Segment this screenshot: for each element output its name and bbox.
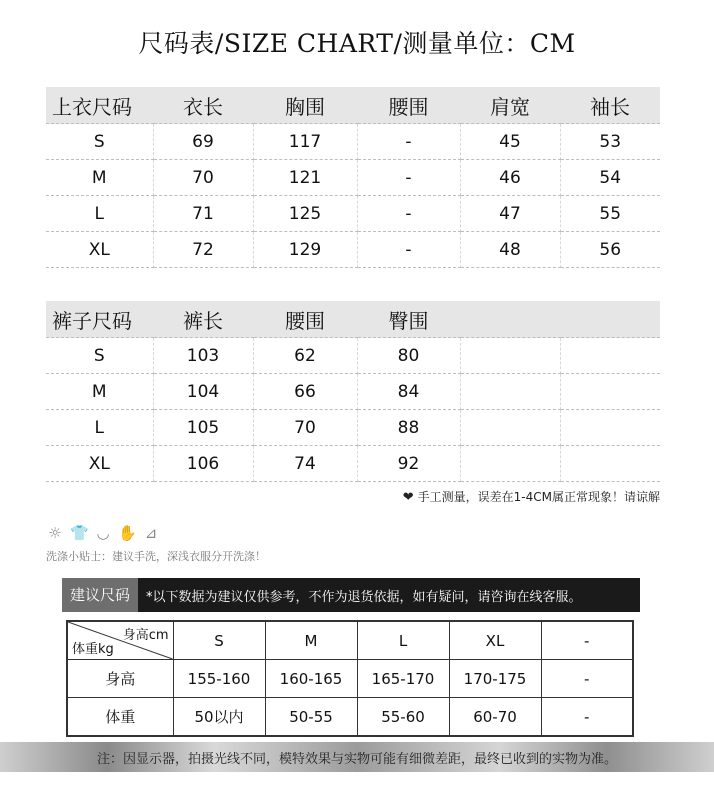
recommend-table <box>66 620 634 737</box>
table-cell: 74 <box>253 446 357 482</box>
table-cell: 121 <box>253 160 357 196</box>
table-cell: 155-160 <box>173 660 265 698</box>
table-cell <box>560 374 660 410</box>
header-cell: 腰围 <box>357 87 460 124</box>
hand-wash-icon: ✋ <box>118 524 137 542</box>
table-header-row <box>46 301 660 338</box>
heart-icon: ❤ <box>402 490 414 505</box>
table-cell: - <box>357 232 460 268</box>
table-cell: 55 <box>560 196 660 232</box>
header-cell: 肩宽 <box>460 87 560 124</box>
table-cell: M <box>46 160 153 196</box>
recommend-desc: *以下数据为建议仅供参考，不作为退货依据，如有疑问，请咨询在线客服。 <box>146 589 582 605</box>
table-cell: - <box>357 124 460 160</box>
size-header: S <box>173 621 265 660</box>
header-cell: 胸围 <box>253 87 357 124</box>
table-cell <box>560 338 660 374</box>
table-cell: 69 <box>153 124 253 160</box>
table-cell: - <box>541 660 633 698</box>
care-tips: 洗涤小贴士：建议手洗，深浅衣服分开洗涤！ <box>46 550 266 563</box>
table-cell: M <box>46 374 153 410</box>
table-cell: 105 <box>153 410 253 446</box>
header-cell: 腰围 <box>253 301 357 338</box>
table-cell: 92 <box>357 446 460 482</box>
table-cell <box>460 374 560 410</box>
table-row <box>46 196 660 232</box>
table-header-row <box>46 87 660 124</box>
table-row <box>46 160 660 196</box>
table-cell: - <box>541 698 633 737</box>
top-size-table <box>46 87 660 268</box>
shirt-icon: 👕 <box>70 524 89 542</box>
header-cell <box>460 301 560 338</box>
header-cell: 上衣尺码 <box>46 87 153 124</box>
table-cell: 46 <box>460 160 560 196</box>
table-cell: 125 <box>253 196 357 232</box>
table-cell: 104 <box>153 374 253 410</box>
table-header-row <box>67 621 633 660</box>
wash-30-icon: ◡ <box>96 524 110 542</box>
table-cell: 117 <box>253 124 357 160</box>
table-cell: 106 <box>153 446 253 482</box>
size-header: M <box>265 621 357 660</box>
table-cell: S <box>46 124 153 160</box>
table-row <box>46 374 660 410</box>
table-cell: 60-70 <box>449 698 541 737</box>
header-cell: 衣长 <box>153 87 253 124</box>
table-cell: 47 <box>460 196 560 232</box>
size-header: - <box>541 621 633 660</box>
header-cell: 臀围 <box>357 301 460 338</box>
table-row <box>46 338 660 374</box>
table-cell <box>560 410 660 446</box>
care-icons <box>46 522 160 544</box>
table-cell: 70 <box>253 410 357 446</box>
header-cell: 袖长 <box>560 87 660 124</box>
header-cell <box>560 301 660 338</box>
table-cell: 54 <box>560 160 660 196</box>
table-cell: L <box>46 196 153 232</box>
footer-disclaimer: 注：因显示器，拍摄光线不同，模特效果与实物可能有细微差距，最终已收到的实物为准。 <box>96 752 617 767</box>
table-cell: - <box>357 160 460 196</box>
table-cell <box>460 446 560 482</box>
table-cell: 56 <box>560 232 660 268</box>
table-cell: 53 <box>560 124 660 160</box>
table-cell: 129 <box>253 232 357 268</box>
table-cell: 71 <box>153 196 253 232</box>
footer-banner <box>0 742 714 772</box>
table-cell: XL <box>46 232 153 268</box>
table-cell: 88 <box>357 410 460 446</box>
pants-size-table <box>46 301 660 482</box>
table-cell: 50以内 <box>173 698 265 737</box>
header-height-label: 身高cm <box>122 628 169 643</box>
table-row <box>46 124 660 160</box>
table-row <box>46 410 660 446</box>
page-title: 尺码表/SIZE CHART/测量单位：CM <box>138 29 576 58</box>
sun-icon: ☼ <box>48 524 62 542</box>
table-cell: XL <box>46 446 153 482</box>
table-cell: 165-170 <box>357 660 449 698</box>
diagonal-header-cell <box>67 621 173 660</box>
size-header: XL <box>449 621 541 660</box>
row-label: 体重 <box>67 698 173 737</box>
table-cell: - <box>357 196 460 232</box>
table-cell <box>560 446 660 482</box>
table-cell <box>460 338 560 374</box>
table-cell: 45 <box>460 124 560 160</box>
header-cell: 裤子尺码 <box>46 301 153 338</box>
header-cell: 裤长 <box>153 301 253 338</box>
note-text: 手工测量，误差在1-4CM属正常现象！请谅解 <box>417 490 660 504</box>
recommend-tag: 建议尺码 <box>62 578 138 612</box>
table-cell: 80 <box>357 338 460 374</box>
table-row <box>46 446 660 482</box>
table-cell: L <box>46 410 153 446</box>
size-header: L <box>357 621 449 660</box>
table-cell: 170-175 <box>449 660 541 698</box>
row-label: 身高 <box>67 660 173 698</box>
table-cell: 50-55 <box>265 698 357 737</box>
iron-icon: ⊿ <box>144 524 158 542</box>
table-cell: 72 <box>153 232 253 268</box>
table-row <box>67 660 633 698</box>
header-weight-label: 体重kg <box>72 642 114 657</box>
table-cell: 55-60 <box>357 698 449 737</box>
table-cell: 48 <box>460 232 560 268</box>
table-cell: S <box>46 338 153 374</box>
recommend-banner <box>62 578 640 612</box>
measurement-note <box>403 488 660 505</box>
table-cell: 84 <box>357 374 460 410</box>
table-row <box>67 698 633 737</box>
table-row <box>46 232 660 268</box>
table-cell <box>460 410 560 446</box>
table-cell: 103 <box>153 338 253 374</box>
table-cell: 160-165 <box>265 660 357 698</box>
table-cell: 66 <box>253 374 357 410</box>
table-cell: 70 <box>153 160 253 196</box>
table-cell: 62 <box>253 338 357 374</box>
